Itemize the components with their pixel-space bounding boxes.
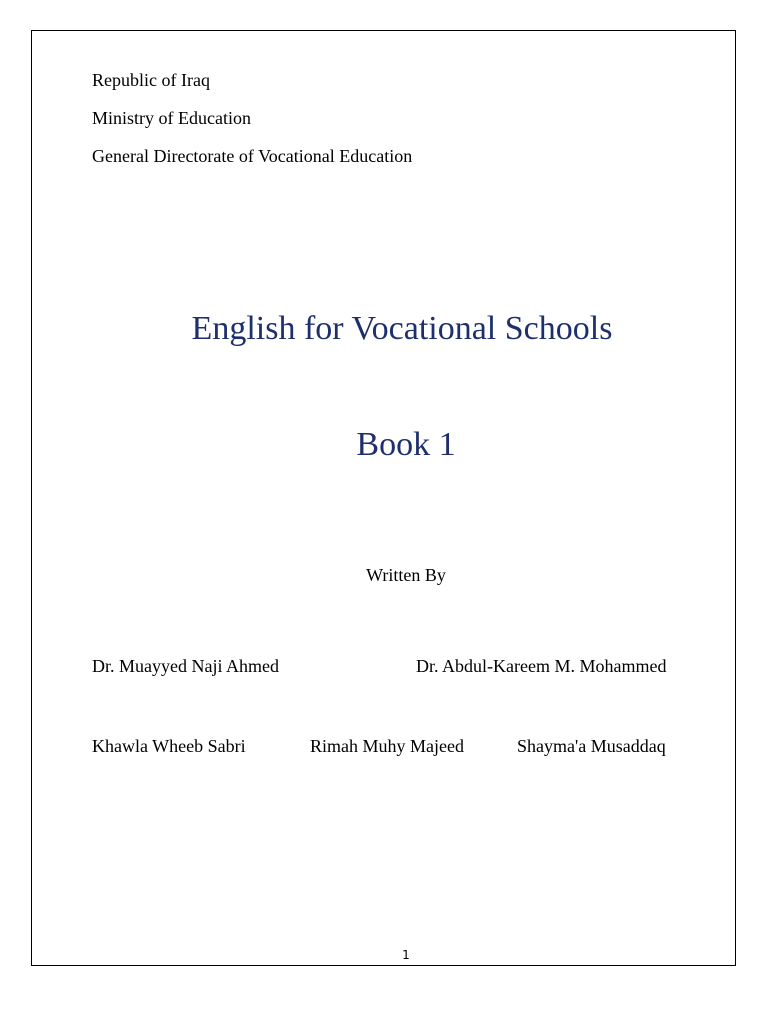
header-directorate: General Directorate of Vocational Education: [92, 146, 413, 166]
header-country: Republic of Iraq: [92, 70, 210, 90]
author-name: Shayma'a Musaddaq: [517, 736, 666, 756]
book-number: Book 1: [356, 426, 456, 463]
book-title: English for Vocational Schools: [191, 310, 613, 347]
written-by-label: Written By: [366, 565, 446, 585]
header-ministry: Ministry of Education: [92, 108, 251, 128]
author-name: Rimah Muhy Majeed: [310, 736, 464, 756]
author-name: Dr. Abdul-Kareem M. Mohammed: [416, 656, 667, 676]
author-name: Khawla Wheeb Sabri: [92, 736, 246, 756]
page-border: [31, 30, 736, 966]
author-name: Dr. Muayyed Naji Ahmed: [92, 656, 279, 676]
page-number: 1: [402, 948, 410, 962]
